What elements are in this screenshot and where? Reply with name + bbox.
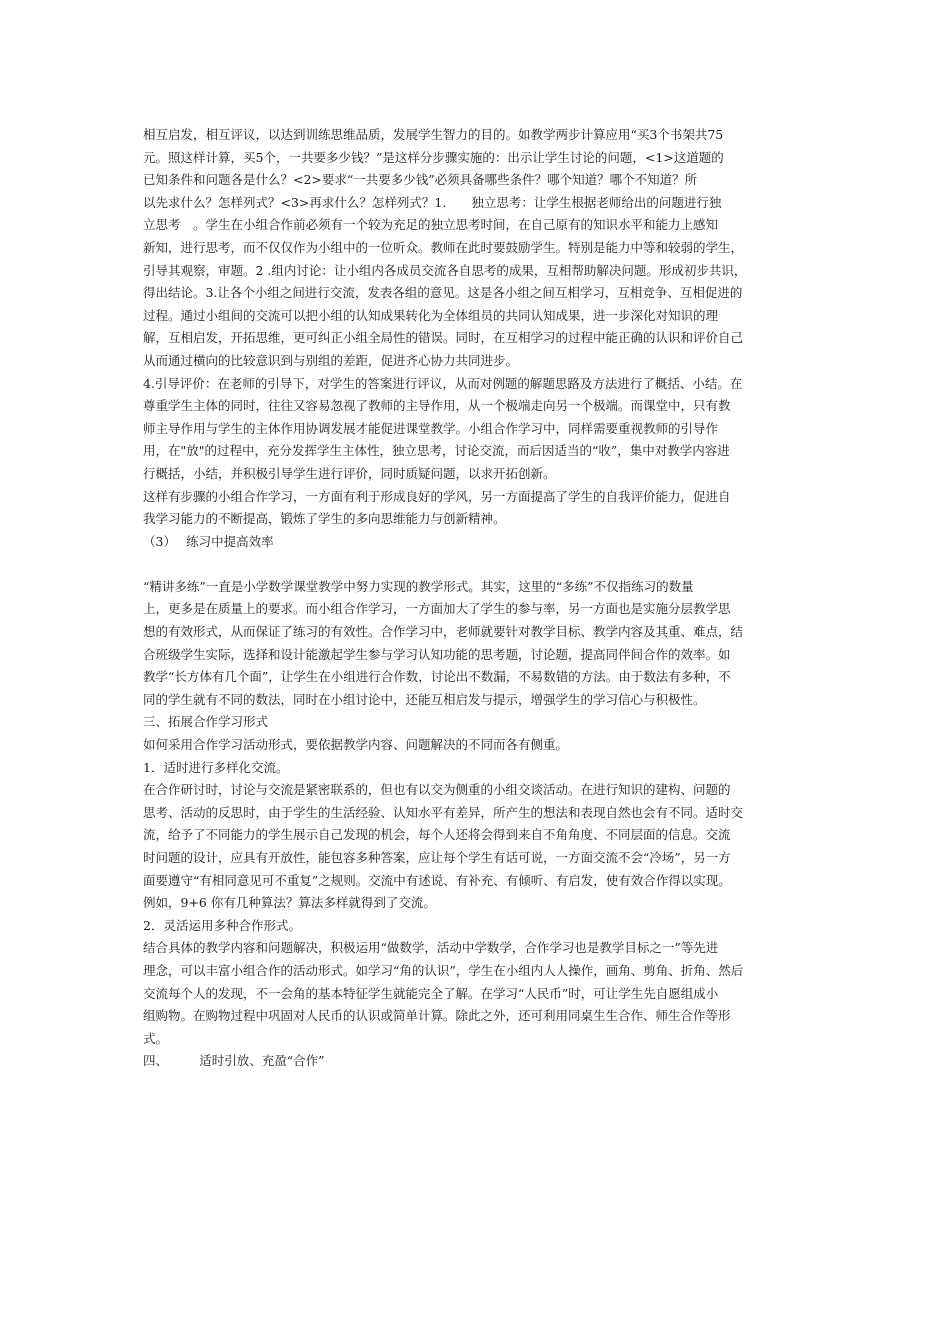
blank-line: [143, 553, 808, 576]
text-line: 思考、活动的反思时，由于学生的生活经验、认知水平有差异，所产生的想法和表现自然也会有不同。适时交: [143, 804, 744, 820]
text-line: 解，互相启发，开拓思维，更可纠正小组全局性的错误。同时，在互相学习的过程中能正确的认识和评价自己: [143, 330, 744, 346]
text-line: 行概括，小结，并积极引导学生进行评价，同时质疑问题，以求开拓创新。: [143, 465, 556, 481]
text-line: 过程。通过小组间的交流可以把小组的认知成果转化为全体组员的共同认知成果，进一步深化对知识的理: [143, 307, 719, 323]
text-line: 用，在"放"的过程中，充分发挥学生主体性，独立思考，讨论交流，而后因适当的“收”，集中对教学内容进: [143, 443, 730, 459]
text-line: 上，更多是在质量上的要求。而小组合作学习，一方面加大了学生的参与率，另一方面也是实施分层教学思: [143, 601, 731, 617]
text-line: 得出结论。3.让各个小组之间进行交流，发表各组的意见。这是各小组之间互相学习，互相竞争、互相促进的: [143, 285, 743, 301]
text-line: 组购物。在购物过程中巩固对人民币的认识或简单计算。除此之外，还可利用同桌生生合作、师生合作等形: [143, 1008, 731, 1024]
text-line: 例如，9+6 你有几种算法？算法多样就得到了交流。: [143, 895, 436, 911]
subsection-heading: 2．灵活运用多种合作形式。: [143, 917, 301, 933]
text-line: 时问题的设计，应具有开放性，能包容多种答案，应让每个学生有话可说，一方面交流不会“冷场”，另一方: [143, 850, 731, 865]
text-line: 理念，可以丰富小组合作的活动形式。如学习“角的认识”，学生在小组内人人操作，画角、剪角、折角、然后: [143, 962, 744, 978]
text-line: 立思考 。学生在小组合作前必须有一个较为充足的独立思考时间，在自己原有的知识水平和能力上感知: [143, 217, 719, 233]
text-line: 合班级学生实际，选择和设计能激起学生参与学习认知功能的思考题，讨论题，提高同伴间合作的效率。如: [143, 646, 731, 662]
text-line: 已知条件和问题各是什么？<2>要求“一共要多少钱”必须具备哪些条件？哪个知道？哪个不知道？所: [143, 172, 698, 188]
text-line: 从而通过横向的比较意识到与别组的差距，促进齐心协力共同进步。: [143, 352, 519, 368]
text-line: 尊重学生主体的同时，往往又容易忽视了教师的主导作用，从一个极端走向另一个极端。而课堂中，只有教: [143, 398, 731, 414]
section-heading: 三、拓展合作学习形式: [143, 714, 269, 730]
text-line: 面要遵守“有相同意见可不重复”之规则。交流中有述说、有补充、有倾听、有启发，使有效合作得以实现。: [143, 872, 731, 888]
text-line: 师主导作用与学生的主体作用协调发展才能促进课堂教学。小组合作学习中，同样需要重视教师的引导作: [143, 420, 719, 436]
text-line: “精讲多练”一直是小学数学课堂教学中努力实现的教学形式。其实，这里的“多练”不仅指练习的数量: [143, 578, 694, 594]
text-line: 元。照这样计算，买5个，一共要多少钱？”是这样分步骤实施的：出示让学生讨论的问题，<1>这道题的: [143, 149, 724, 165]
text-line: 引导其观察，审题。2 .组内讨论：让小组内各成员交流各自思考的成果，互相帮助解决问题。形成初步共识，: [143, 262, 747, 278]
text-line: 教学“长方体有几个面”，让学生在小组进行合作数，讨论出不数漏，不易数错的方法。由于数法有多种，不: [143, 669, 731, 685]
text-line: 式。: [143, 1030, 169, 1046]
text-line: 4.引导评价：在老师的引导下，对学生的答案进行评议，从而对例题的解题思路及方法进行了概括、小结。在: [143, 375, 743, 391]
document-body: [143, 124, 808, 1073]
text-line: 结合具体的教学内容和问题解决，积极运用“做数学，活动中学数学，合作学习也是教学目标之一”等先进: [143, 940, 719, 956]
text-line: 流，给予了不同能力的学生展示自己发现的机会，每个人还将会得到来自不角角度、不同层面的信息。交流: [143, 827, 731, 843]
text-line: 在合作研讨时，讨论与交流是紧密联系的，但也有以交为侧重的小组交谈活动。在进行知识的建构、问题的: [143, 782, 731, 798]
section-heading: 四、 适时引放、充盈“合作”: [143, 1053, 325, 1069]
text-line: 同的学生就有不同的数法，同时在小组讨论中，还能互相启发与提示，增强学生的学习信心与积极性。: [143, 691, 706, 707]
text-line: 新知，进行思考，而不仅仅作为小组中的一位听众。教师在此时要鼓励学生。特别是能力中等和较弱的学生，: [143, 239, 744, 255]
text-line: 我学习能力的不断提高，锻炼了学生的多向思维能力与创新精神。: [143, 511, 506, 527]
section-heading: （3） 练习中提高效率: [143, 533, 274, 549]
text-line: 如何采用合作学习活动形式，要依据教学内容、问题解决的不同而各有侧重。: [143, 737, 569, 753]
text-line: 相互启发，相互评议，以达到训练思维品质，发展学生智力的目的。如教学两步计算应用“买3个书架共75: [143, 127, 724, 142]
text-line: 以先求什么？怎样列式？<3>再求什么？怎样列式？1. 独立思考：让学生根据老师给出的问题进行独: [143, 194, 722, 210]
text-line: 想的有效形式，从而保证了练习的有效性。合作学习中，老师就要针对教学目标、教学内容及其重、难点，结: [143, 624, 744, 640]
subsection-heading: 1．适时进行多样化交流。: [143, 759, 289, 775]
text-line: 交流每个人的发现，不一会角的基本特征学生就能完全了解。在学习“人民币”时，可让学生先自愿组成小: [143, 985, 719, 1001]
text-line: 这样有步骤的小组合作学习，一方面有利于形成良好的学风，另一方面提高了学生的自我评价能力，促进自: [143, 488, 731, 504]
